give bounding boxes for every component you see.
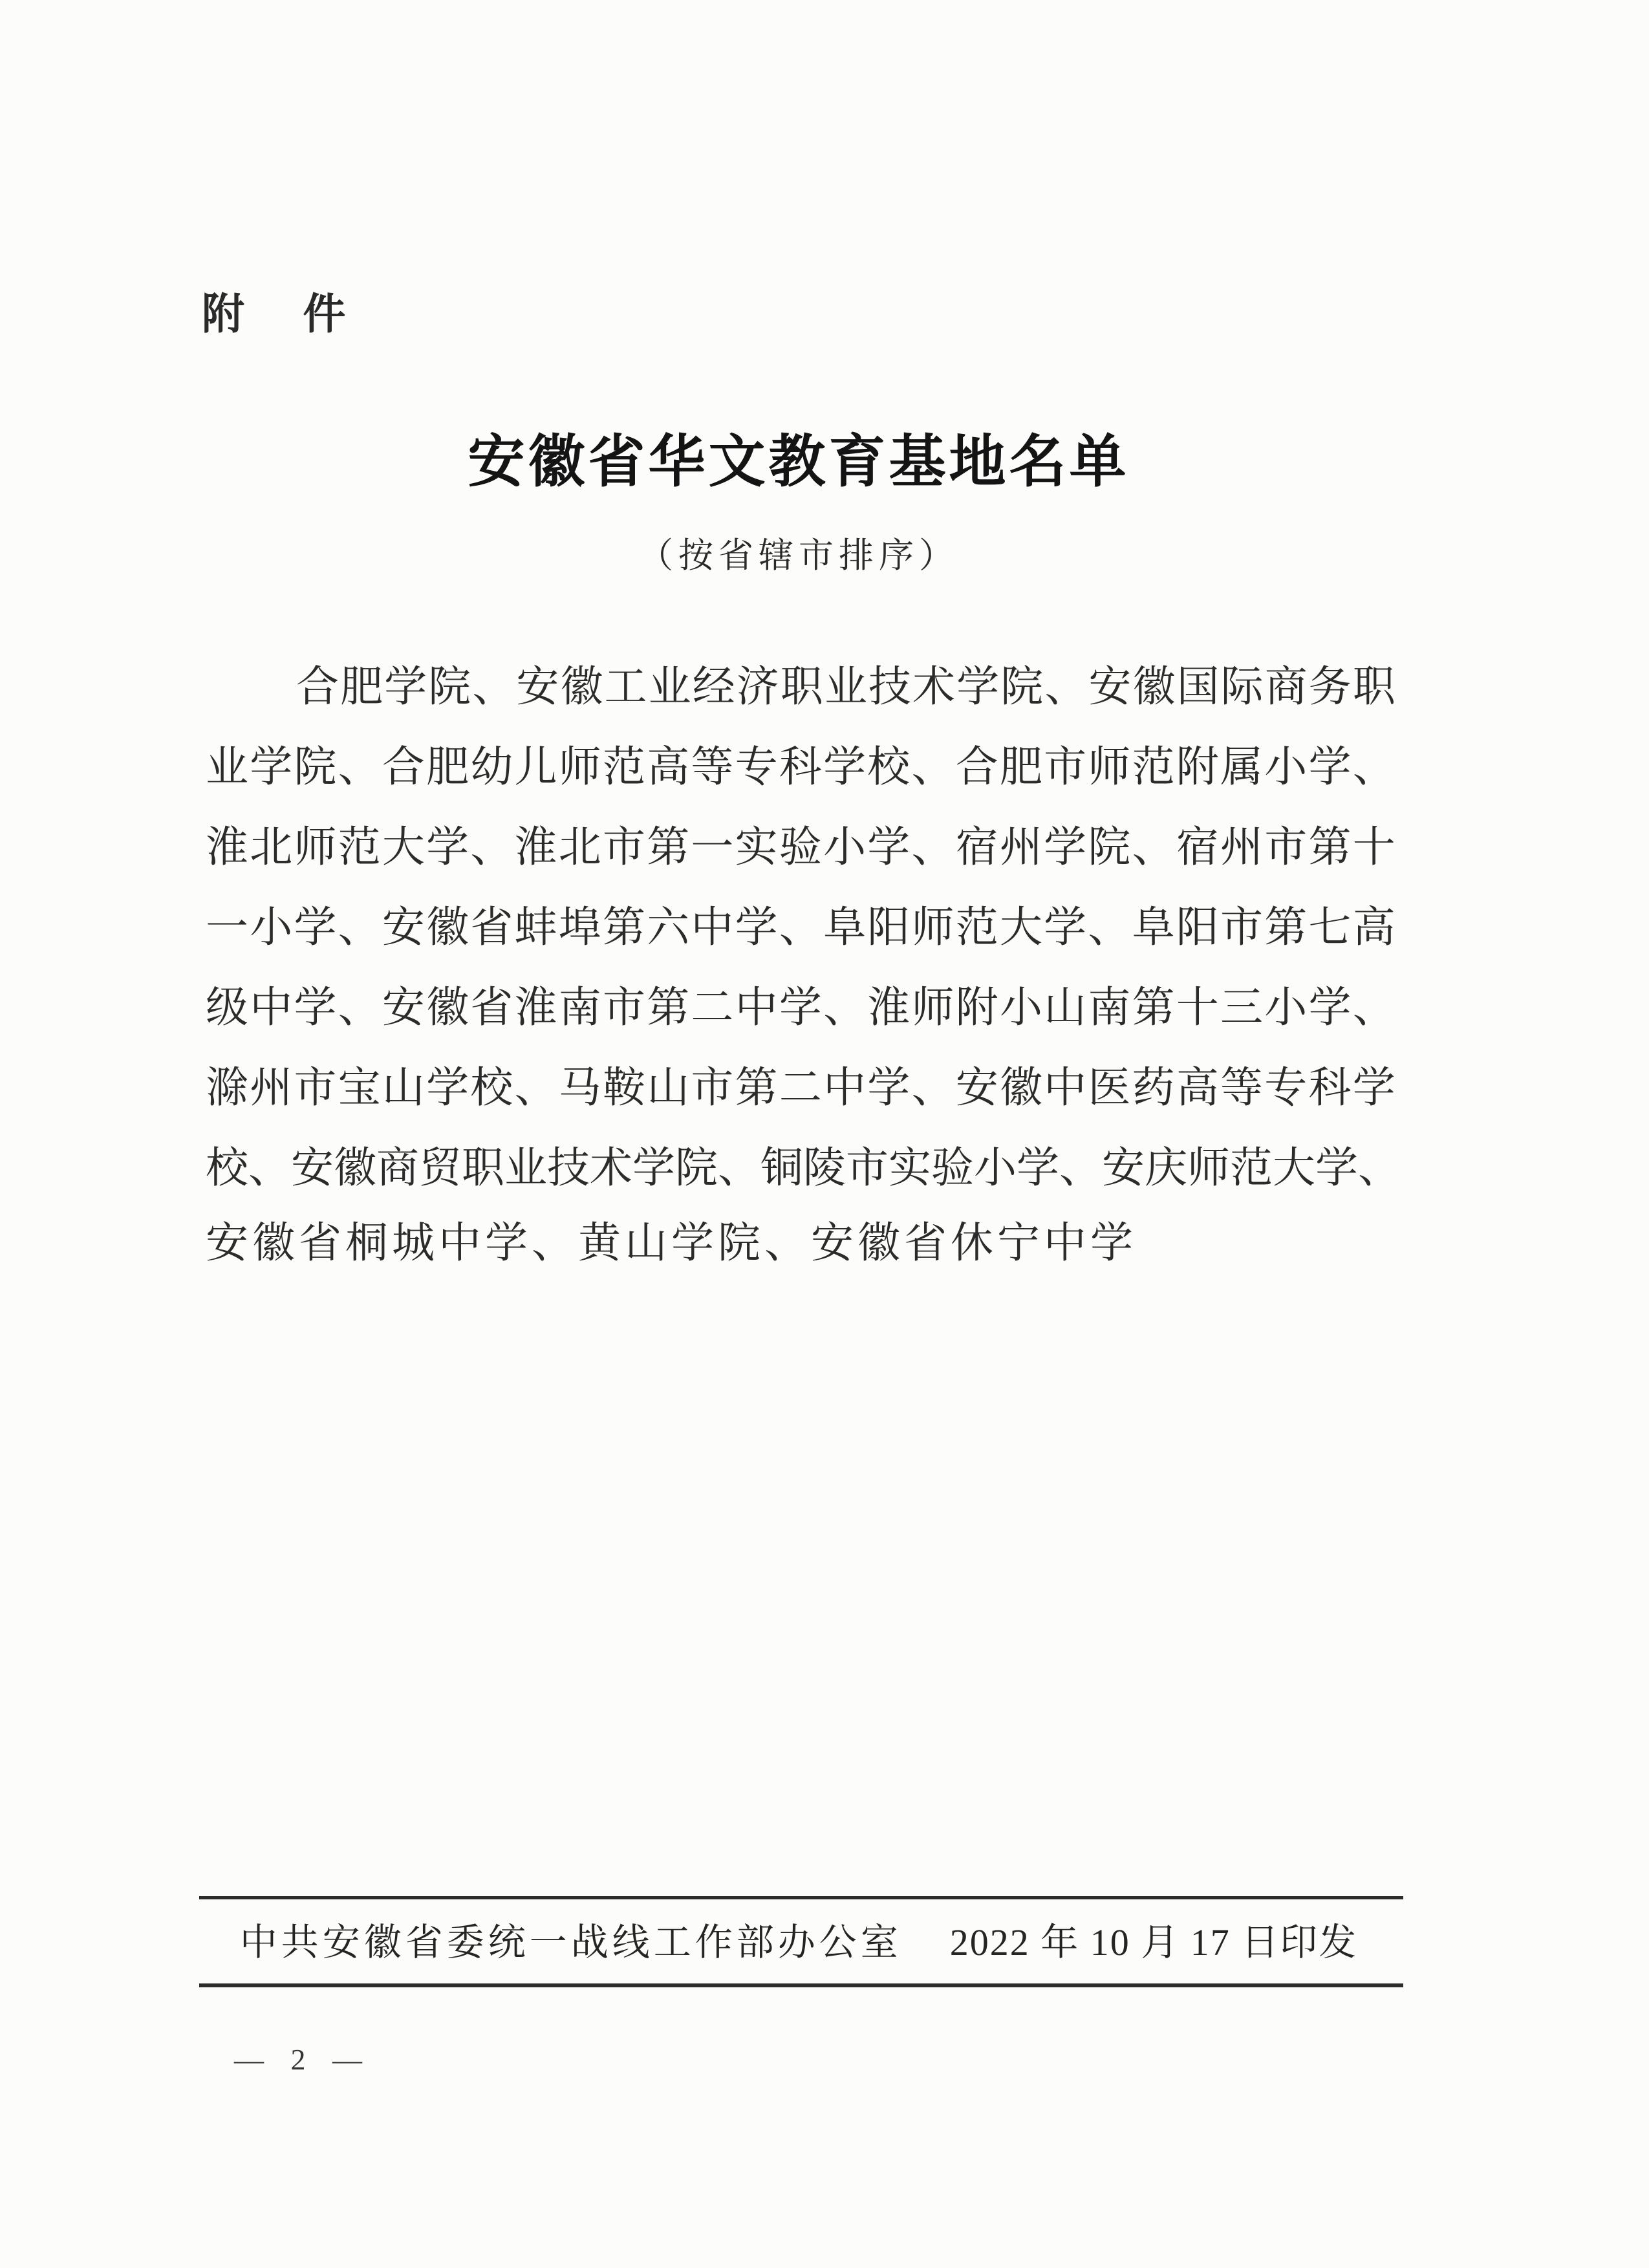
- colophon: [200, 1922, 1397, 1963]
- body-line: 校 、 安 徽 商 贸 职 业 技 术 学 院 、 铜 陵 市 实 验 小 学 、 安 庆 师 范 大 学 、: [206, 1144, 1401, 1192]
- body-line: 一 小 学 、 安 徽 省 蚌 埠 第 六 中 学 、 阜 阳 师 范 大 学 、 阜 阳 市 第 七 高: [206, 903, 1396, 951]
- body-line: 安徽省桐城中学、黄山学院、安徽省休宁中学: [206, 1220, 1137, 1267]
- attachment-label: 附 件: [202, 290, 346, 338]
- footer-rule-top: [199, 1896, 1403, 1899]
- issuing-office-label: 中共安徽省委统一战线工作部办公室: [239, 1921, 902, 1963]
- body-line: 滁 州 市 宝 山 学 校 、 马 鞍 山 市 第 二 中 学 、 安 徽 中 医 药 高 等 专 科 学: [206, 1064, 1396, 1112]
- footer-rule-bottom: [199, 1983, 1403, 1987]
- body-line: 业 学 院 、 合 肥 幼 儿 师 范 高 等 专 科 学 校 、 合 肥 市 师 范 附 属 小 学 、: [206, 743, 1396, 791]
- body-paragraph: [206, 642, 1401, 1284]
- document-title: 安徽省华文教育基地名单: [468, 431, 1130, 494]
- body-line: 合 肥 学 院 、 安 徽 工 业 经 济 职 业 技 术 学 院 、 安 徽 国 际 商 务 职: [296, 663, 1396, 711]
- body-line: 级 中 学 、 安 徽 省 淮 南 市 第 二 中 学 、 淮 师 附 小 山 南 第 十 三 小 学 、: [206, 984, 1396, 1031]
- issue-date-label: 2022 年 10 月 17 日印发: [949, 1921, 1358, 1963]
- body-line: 淮 北 师 范 大 学 、 淮 北 市 第 一 实 验 小 学 、 宿 州 学 院 、 宿 州 市 第 十: [206, 823, 1396, 871]
- document-subtitle: （按省辖市排序）: [638, 536, 959, 575]
- page-number: — 2 —: [234, 2043, 363, 2076]
